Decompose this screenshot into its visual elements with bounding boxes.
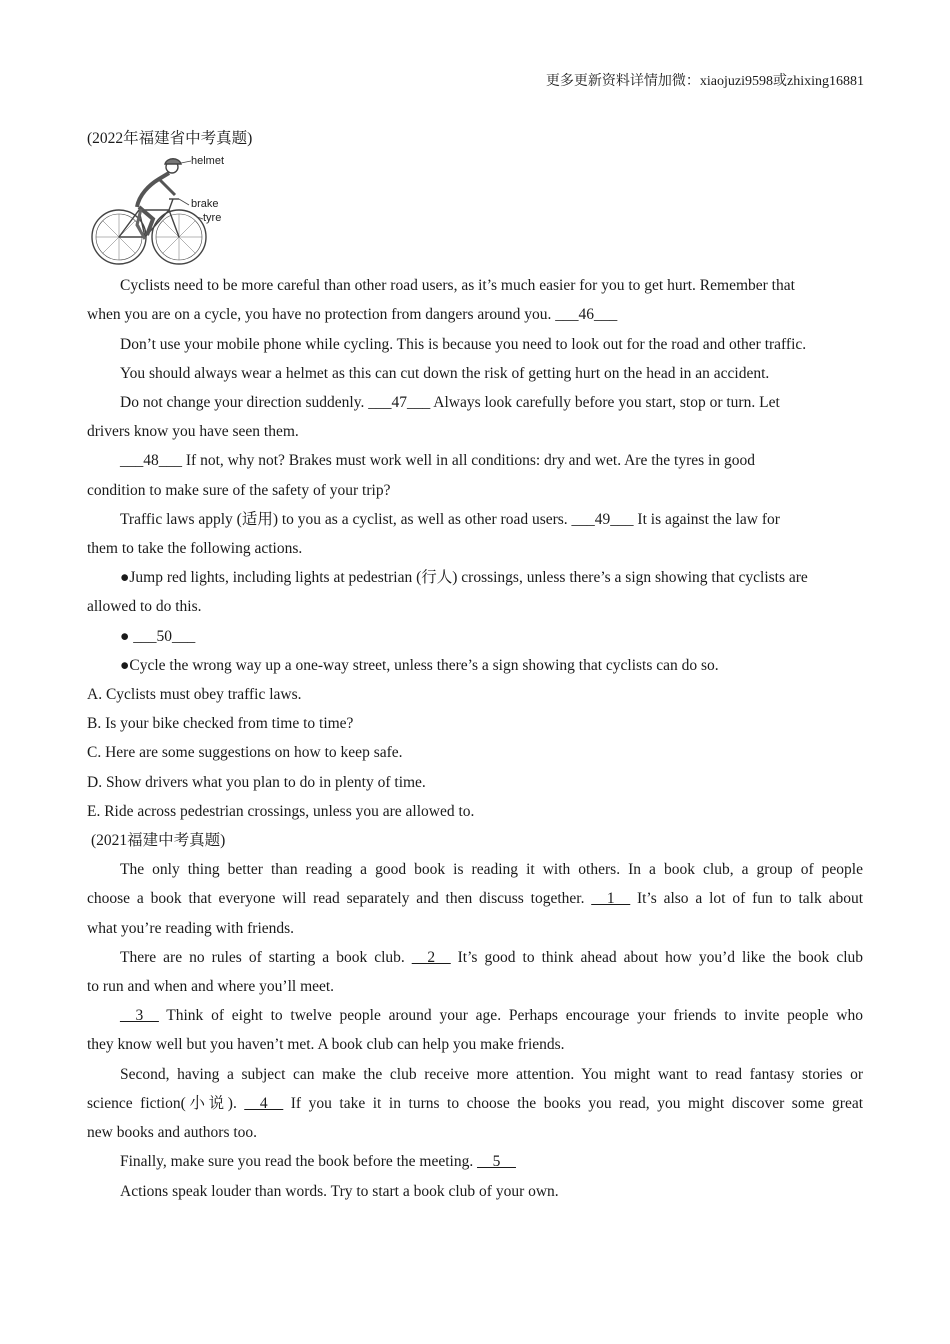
s2-paragraph-4-line-3: new books and authors too. — [87, 1124, 258, 1142]
s1-paragraph-6-line-2: them to take the following actions. — [87, 540, 303, 558]
cyclist-figure — [87, 155, 232, 267]
s2-paragraph-3-line-1 — [87, 1001, 863, 1030]
s1-paragraph-2: Don’t use your mobile phone while cycling. This is because you need to look out for the road and other traffic. — [120, 335, 807, 353]
s1-bullet-1-line-2: allowed to do this. — [87, 598, 202, 616]
s2-p2-text-a: There are no rules of starting a book club. — [120, 948, 405, 966]
s2-paragraph-1-line-3: what you’re reading with friends. — [87, 919, 295, 937]
s2-paragraph-2-line-2: to run and when and where you’ll meet. — [87, 978, 335, 996]
s2-p5-text: Finally, make sure you read the book before the meeting. — [120, 1153, 474, 1171]
s2-paragraph-5 — [87, 1147, 863, 1176]
s1-bullet-2: ● ___50___ — [120, 627, 196, 645]
s1-paragraph-1-line-2: when you are on a cycle, you have no protection from dangers around you. ___46___ — [87, 306, 618, 324]
s1-bullet-3: ●Cycle the wrong way up a one-way street, unless there’s a sign showing that cyclists can do so. — [120, 656, 719, 674]
s2-paragraph-4-line-2 — [87, 1089, 863, 1118]
s1-paragraph-4-line-2: drivers know you have seen them. — [87, 423, 299, 441]
blank-2: __2__ — [411, 948, 451, 966]
s2-p4-text-a: science fiction(小说). — [87, 1094, 237, 1112]
s1-paragraph-5-line-1: ___48___ If not, why not? Brakes must work well in all conditions: dry and wet. Are the tyres in good — [120, 452, 755, 470]
tyre-label: tyre — [203, 212, 222, 225]
s2-p4-text-b: If you take it in turns to choose the books you read, you might discover some great — [290, 1094, 864, 1112]
blank-3: __3__ — [120, 1007, 159, 1025]
s2-paragraph-4-line-1: Second, having a subject can make the club receive more attention. You might want to read fantasy stories or — [120, 1065, 863, 1083]
s2-paragraph-1-line-2 — [87, 884, 863, 913]
document-body — [87, 124, 863, 1206]
blank-4: __4__ — [244, 1094, 284, 1112]
s2-p1-text-b: It’s also a lot of fun to talk about — [636, 890, 864, 908]
s2-p3-text-b: Think of eight to twelve people around your age. Perhaps encourage your friends to invite people who — [166, 1007, 863, 1025]
s2-paragraph-3-line-2: they know well but you haven’t met. A book club can help you make friends. — [87, 1036, 565, 1054]
s2-paragraph-2-line-1 — [87, 943, 863, 972]
brake-label: brake — [191, 198, 219, 211]
option-a: A. Cyclists must obey traffic laws. — [87, 686, 302, 704]
option-b: B. Is your bike checked from time to time? — [87, 715, 354, 733]
s1-paragraph-4-line-1: Do not change your direction suddenly. ___47___ Always look carefully before you start, stop or turn. Let — [120, 394, 780, 412]
s2-paragraph-1-line-1: The only thing better than reading a good book is reading it with others. In a book club, a group of people — [120, 861, 863, 879]
option-c: C. Here are some suggestions on how to keep safe. — [87, 744, 403, 762]
s2-p1-text-a: choose a book that everyone will read separately and then discuss together. — [87, 890, 585, 908]
s2-p2-text-b: It’s good to think ahead about how you’d like the book club — [457, 948, 864, 966]
section2-source: (2021福建中考真题) — [91, 832, 226, 850]
s1-paragraph-1-line-1: Cyclists need to be more careful than other road users, as it’s much easier for you to get hurt. Remember that — [120, 277, 795, 295]
s1-paragraph-5-line-2: condition to make sure of the safety of your trip? — [87, 481, 391, 499]
s1-paragraph-6-line-1: Traffic laws apply (适用) to you as a cyclist, as well as other road users. ___49___ It is against the law for — [120, 510, 780, 528]
cyclist-illustration — [87, 155, 232, 267]
option-d: D. Show drivers what you plan to do in plenty of time. — [87, 773, 426, 791]
helmet-label: helmet — [191, 155, 225, 168]
s1-bullet-1-line-1: ●Jump red lights, including lights at pedestrian (行人) crossings, unless there’s a sign showing that cyclists are — [120, 569, 808, 587]
s1-paragraph-3: You should always wear a helmet as this can cut down the risk of getting hurt on the head in an accident. — [120, 364, 770, 382]
blank-5: __5__ — [477, 1153, 516, 1171]
option-e: E. Ride across pedestrian crossings, unless you are allowed to. — [87, 802, 475, 820]
section1-source: (2022年福建省中考真题) — [87, 130, 253, 147]
header-note: 更多更新资料详情加微：xiaojuzi9598或zhixing16881 — [545, 74, 864, 89]
blank-1: __1__ — [591, 890, 631, 908]
s2-paragraph-6: Actions speak louder than words. Try to start a book club of your own. — [120, 1182, 559, 1200]
